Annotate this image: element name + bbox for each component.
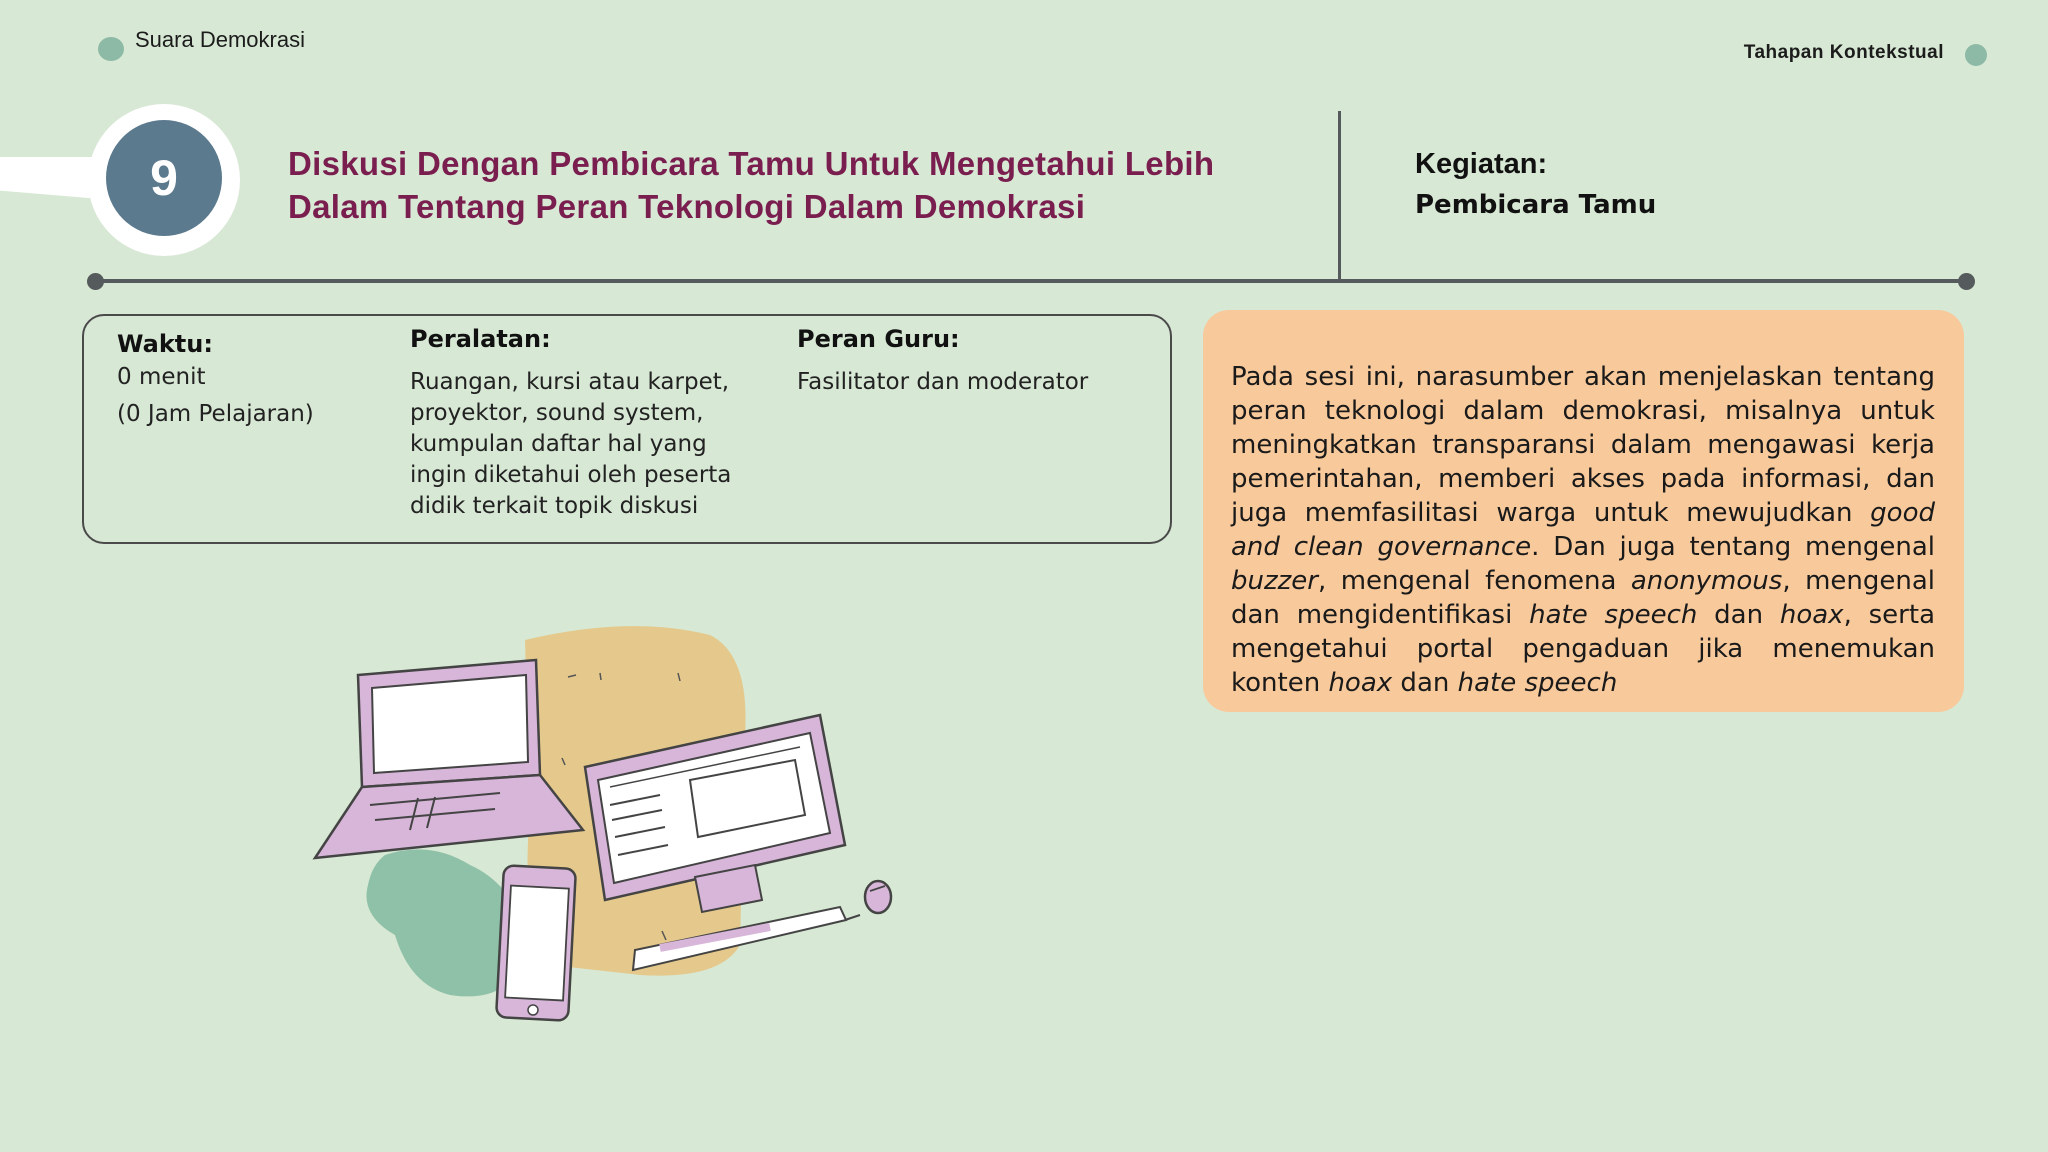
description-segment: dan [1392, 668, 1458, 698]
waktu-lessons: (0 Jam Pelajaran) [117, 401, 314, 427]
vertical-divider [1338, 111, 1341, 281]
peran-guru-text: Fasilitator dan moderator [797, 369, 1089, 395]
peran-guru-label: Peran Guru: [797, 325, 960, 353]
timeline-line [95, 279, 1967, 283]
badge-pointer [0, 157, 100, 199]
description-segment: , mengenal dan mengidentifikasi [1231, 566, 1936, 630]
description-emphasis: hoax [1779, 600, 1844, 630]
mouse-icon [865, 881, 891, 913]
step-title-line1: Diskusi Dengan Pembicara Tamu Untuk Mengetahui Lebih [288, 145, 1215, 182]
description-segment: , mengenal fenomena [1317, 566, 1631, 596]
timeline-end-dot [1958, 273, 1975, 290]
step-title-line2: Dalam Tentang Peran Teknologi Dalam Demokrasi [288, 188, 1086, 225]
step-number: 9 [106, 120, 222, 236]
stage-label: Tahapan Kontekstual [1743, 42, 1944, 63]
stage-dot [1965, 44, 1987, 66]
description-emphasis: good and clean governance [1231, 498, 1935, 562]
brand-dot [98, 37, 124, 61]
description-emphasis: hate speech [1529, 600, 1698, 630]
description-segment: dan [1697, 600, 1780, 630]
description-emphasis: buzzer [1231, 566, 1318, 596]
description-text [1231, 360, 1935, 700]
peralatan-text: Ruangan, kursi atau karpet, proyektor, sound system, kumpulan daftar hal yang ingin diketahui oleh peserta didik terkait topik diskusi [410, 369, 732, 519]
description-emphasis: hate speech [1457, 668, 1618, 698]
peralatan-label: Peralatan: [410, 325, 551, 353]
timeline-start-dot [87, 273, 104, 290]
description-segment: Pada sesi ini, narasumber akan menjelaskan tentang peran teknologi dalam demokrasi, misalnya untuk meningkatkan transparansi dalam mengawasi kerja pemerintahan, memberi akses pada informasi, dan juga memfasilitasi warga untuk mewujudkan [1231, 362, 1935, 528]
description-segment: . Dan juga tentang mengenal [1531, 532, 1935, 562]
description-segment: , serta mengetahui portal pengaduan jika menemukan konten [1231, 600, 1935, 698]
kegiatan-value: Pembicara Tamu [1415, 190, 1657, 220]
step-title [288, 142, 1288, 228]
devices-illustration [300, 615, 920, 1035]
kegiatan-label: Kegiatan: [1415, 148, 1548, 180]
waktu-label: Waktu: [117, 330, 213, 358]
waktu-duration: 0 menit [117, 364, 206, 390]
description-emphasis: hoax [1328, 668, 1393, 698]
description-emphasis: anonymous [1630, 566, 1783, 596]
brand-name: Suara Demokrasi [135, 27, 305, 52]
